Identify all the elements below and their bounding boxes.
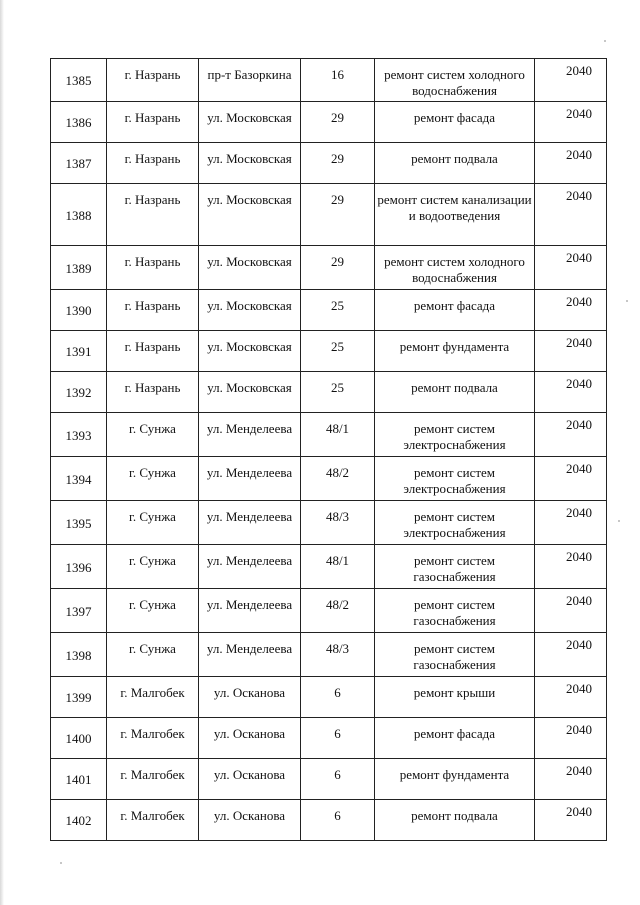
house-number-cell <box>301 589 375 633</box>
work-type-cell-text: ремонт фундамента <box>399 767 510 782</box>
street-cell <box>199 246 301 290</box>
house-number-cell <box>301 290 375 331</box>
house-number-cell <box>301 501 375 545</box>
work-type-cell <box>375 718 535 759</box>
work-type-cell <box>375 246 535 290</box>
year-cell <box>535 545 607 589</box>
year-cell-text: 2040 <box>566 63 592 78</box>
row-number-text: 1401 <box>65 772 92 787</box>
house-number-cell-text: 48/1 <box>325 421 350 436</box>
work-type-cell <box>375 331 535 372</box>
row-number <box>51 246 107 290</box>
year-cell-text: 2040 <box>566 461 592 476</box>
scan-speck <box>618 520 620 522</box>
year-cell-text: 2040 <box>566 681 592 696</box>
city-cell <box>107 59 199 102</box>
row-number <box>51 184 107 246</box>
work-type-cell-text: ремонт фасада <box>413 110 496 125</box>
house-number-cell-text: 48/3 <box>325 509 350 524</box>
work-type-cell-text: ремонт фундамента <box>399 339 510 354</box>
street-cell <box>199 184 301 246</box>
street-cell-text: ул. Осканова <box>213 808 286 823</box>
house-number-cell-text: 6 <box>334 808 341 823</box>
street-cell <box>199 633 301 677</box>
city-cell-text: г. Сунжа <box>129 641 176 656</box>
street-cell-text: ул. Менделеева <box>206 597 293 612</box>
street-cell <box>199 677 301 718</box>
year-cell-text: 2040 <box>566 188 592 203</box>
work-type-cell <box>375 589 535 633</box>
repair-schedule-table <box>50 58 607 841</box>
row-number-text: 1390 <box>65 303 92 318</box>
table-row <box>51 633 607 677</box>
house-number-cell <box>301 800 375 841</box>
street-cell <box>199 457 301 501</box>
row-number <box>51 331 107 372</box>
city-cell-text: г. Сунжа <box>129 465 176 480</box>
year-cell-text: 2040 <box>566 763 592 778</box>
row-number <box>51 589 107 633</box>
house-number-cell <box>301 633 375 677</box>
row-number-text: 1388 <box>65 207 92 223</box>
year-cell <box>535 102 607 143</box>
work-type-cell <box>375 372 535 413</box>
street-cell-text: ул. Менделеева <box>206 509 293 524</box>
work-type-cell-text: ремонт систем газоснабжения <box>413 641 496 672</box>
year-cell-text: 2040 <box>566 250 592 265</box>
house-number-cell <box>301 102 375 143</box>
street-cell-text: ул. Менделеева <box>206 421 293 436</box>
year-cell <box>535 501 607 545</box>
street-cell <box>199 759 301 800</box>
city-cell <box>107 457 199 501</box>
house-number-cell <box>301 143 375 184</box>
table-row <box>51 331 607 372</box>
row-number-text: 1393 <box>65 427 92 443</box>
work-type-cell-text: ремонт фасада <box>413 726 496 741</box>
street-cell-text: ул. Московская <box>207 192 292 207</box>
house-number-cell-text: 6 <box>334 685 341 700</box>
table-row <box>51 102 607 143</box>
table-row <box>51 143 607 184</box>
house-number-cell <box>301 59 375 102</box>
city-cell <box>107 800 199 841</box>
house-number-cell-text: 25 <box>331 380 344 395</box>
row-number <box>51 718 107 759</box>
city-cell <box>107 143 199 184</box>
city-cell <box>107 718 199 759</box>
city-cell-text: г. Сунжа <box>129 509 176 524</box>
street-cell <box>199 718 301 759</box>
house-number-cell <box>301 677 375 718</box>
city-cell <box>107 102 199 143</box>
work-type-cell-text: ремонт систем канализации и водоотведения <box>377 192 532 223</box>
street-cell <box>199 102 301 143</box>
city-cell-text: г. Малгобек <box>120 767 185 782</box>
table-row <box>51 501 607 545</box>
city-cell-text: г. Назрань <box>124 254 181 269</box>
city-cell-text: г. Малгобек <box>120 685 185 700</box>
year-cell-text: 2040 <box>566 335 592 350</box>
city-cell-text: г. Назрань <box>124 339 181 354</box>
street-cell <box>199 800 301 841</box>
city-cell-text: г. Назрань <box>124 110 181 125</box>
city-cell <box>107 290 199 331</box>
street-cell <box>199 589 301 633</box>
row-number-text: 1402 <box>65 813 92 828</box>
row-number-text: 1389 <box>65 260 92 276</box>
work-type-cell-text: ремонт систем газоснабжения <box>413 597 496 628</box>
city-cell <box>107 246 199 290</box>
year-cell <box>535 718 607 759</box>
city-cell-text: г. Малгобек <box>120 808 185 823</box>
table-body <box>51 59 607 841</box>
work-type-cell-text: ремонт систем электроснабжения <box>403 509 506 540</box>
street-cell-text: ул. Московская <box>207 151 292 166</box>
city-cell <box>107 759 199 800</box>
work-type-cell <box>375 290 535 331</box>
street-cell-text: ул. Менделеева <box>206 641 293 656</box>
house-number-cell-text: 6 <box>334 726 341 741</box>
year-cell-text: 2040 <box>566 722 592 737</box>
house-number-cell-text: 29 <box>331 254 344 269</box>
street-cell-text: ул. Осканова <box>213 767 286 782</box>
row-number <box>51 372 107 413</box>
city-cell <box>107 589 199 633</box>
city-cell-text: г. Назрань <box>124 380 181 395</box>
street-cell-text: ул. Московская <box>207 339 292 354</box>
work-type-cell <box>375 677 535 718</box>
work-type-cell-text: ремонт подвала <box>411 151 498 166</box>
year-cell <box>535 759 607 800</box>
work-type-cell <box>375 501 535 545</box>
row-number-text: 1399 <box>65 690 92 705</box>
scan-speck <box>626 300 628 302</box>
city-cell <box>107 413 199 457</box>
work-type-cell <box>375 800 535 841</box>
row-number <box>51 633 107 677</box>
table-row <box>51 59 607 102</box>
row-number-text: 1395 <box>65 515 92 531</box>
street-cell-text: ул. Осканова <box>213 685 286 700</box>
house-number-cell <box>301 457 375 501</box>
work-type-cell <box>375 413 535 457</box>
work-type-cell-text: ремонт систем электроснабжения <box>403 465 506 496</box>
street-cell <box>199 372 301 413</box>
house-number-cell-text: 48/2 <box>325 597 350 612</box>
year-cell <box>535 589 607 633</box>
street-cell-text: ул. Московская <box>207 380 292 395</box>
house-number-cell <box>301 331 375 372</box>
work-type-cell <box>375 184 535 246</box>
city-cell-text: г. Сунжа <box>129 597 176 612</box>
year-cell <box>535 677 607 718</box>
table-row <box>51 372 607 413</box>
row-number-text: 1400 <box>65 731 92 746</box>
scan-speck <box>60 862 62 864</box>
street-cell <box>199 545 301 589</box>
house-number-cell-text: 48/2 <box>325 465 350 480</box>
row-number <box>51 759 107 800</box>
year-cell-text: 2040 <box>566 637 592 652</box>
house-number-cell-text: 48/3 <box>325 641 350 656</box>
row-number <box>51 102 107 143</box>
house-number-cell <box>301 759 375 800</box>
table-row <box>51 457 607 501</box>
house-number-cell-text: 16 <box>331 67 344 82</box>
house-number-cell <box>301 413 375 457</box>
house-number-cell-text: 25 <box>331 298 344 313</box>
city-cell <box>107 184 199 246</box>
year-cell-text: 2040 <box>566 417 592 432</box>
house-number-cell-text: 6 <box>334 767 341 782</box>
row-number-text: 1394 <box>65 471 92 487</box>
table-row <box>51 589 607 633</box>
work-type-cell-text: ремонт систем холодного водоснабжения <box>384 67 525 98</box>
house-number-cell-text: 29 <box>331 192 344 207</box>
year-cell-text: 2040 <box>566 804 592 819</box>
work-type-cell <box>375 102 535 143</box>
scan-speck <box>604 40 606 42</box>
row-number-text: 1392 <box>65 385 92 400</box>
work-type-cell <box>375 759 535 800</box>
city-cell <box>107 501 199 545</box>
street-cell-text: ул. Московская <box>207 254 292 269</box>
street-cell-text: ул. Менделеева <box>206 465 293 480</box>
year-cell <box>535 633 607 677</box>
street-cell <box>199 413 301 457</box>
house-number-cell <box>301 372 375 413</box>
city-cell-text: г. Сунжа <box>129 553 176 568</box>
city-cell-text: г. Назрань <box>124 67 181 82</box>
street-cell-text: ул. Московская <box>207 298 292 313</box>
table-row <box>51 545 607 589</box>
work-type-cell-text: ремонт подвала <box>411 380 498 395</box>
city-cell-text: г. Назрань <box>124 298 181 313</box>
year-cell <box>535 143 607 184</box>
row-number <box>51 457 107 501</box>
work-type-cell <box>375 59 535 102</box>
house-number-cell <box>301 718 375 759</box>
table-row <box>51 718 607 759</box>
row-number-text: 1386 <box>65 115 92 130</box>
table-row <box>51 413 607 457</box>
year-cell <box>535 331 607 372</box>
row-number <box>51 677 107 718</box>
work-type-cell <box>375 633 535 677</box>
row-number-text: 1396 <box>65 559 92 575</box>
work-type-cell-text: ремонт систем газоснабжения <box>413 553 496 584</box>
row-number <box>51 290 107 331</box>
year-cell <box>535 372 607 413</box>
year-cell-text: 2040 <box>566 106 592 121</box>
street-cell-text: ул. Менделеева <box>206 553 293 568</box>
year-cell-text: 2040 <box>566 294 592 309</box>
house-number-cell-text: 25 <box>331 339 344 354</box>
year-cell <box>535 413 607 457</box>
row-number-text: 1387 <box>65 156 92 171</box>
street-cell <box>199 331 301 372</box>
table-row <box>51 800 607 841</box>
work-type-cell-text: ремонт систем электроснабжения <box>403 421 506 452</box>
city-cell-text: г. Сунжа <box>129 421 176 436</box>
city-cell <box>107 633 199 677</box>
street-cell-text: ул. Осканова <box>213 726 286 741</box>
work-type-cell-text: ремонт систем холодного водоснабжения <box>384 254 525 285</box>
street-cell <box>199 501 301 545</box>
row-number <box>51 413 107 457</box>
year-cell-text: 2040 <box>566 376 592 391</box>
row-number <box>51 545 107 589</box>
house-number-cell <box>301 246 375 290</box>
table-row <box>51 677 607 718</box>
house-number-cell <box>301 545 375 589</box>
year-cell-text: 2040 <box>566 147 592 162</box>
work-type-cell <box>375 143 535 184</box>
year-cell <box>535 184 607 246</box>
row-number <box>51 59 107 102</box>
row-number-text: 1385 <box>65 73 92 88</box>
table-row <box>51 290 607 331</box>
row-number <box>51 143 107 184</box>
year-cell <box>535 457 607 501</box>
table-row <box>51 246 607 290</box>
work-type-cell <box>375 545 535 589</box>
row-number <box>51 800 107 841</box>
house-number-cell-text: 29 <box>331 151 344 166</box>
year-cell-text: 2040 <box>566 593 592 608</box>
city-cell <box>107 372 199 413</box>
row-number-text: 1397 <box>65 603 92 619</box>
table-row <box>51 759 607 800</box>
row-number-text: 1398 <box>65 647 92 663</box>
city-cell <box>107 545 199 589</box>
year-cell <box>535 246 607 290</box>
house-number-cell-text: 29 <box>331 110 344 125</box>
table-row <box>51 184 607 246</box>
year-cell-text: 2040 <box>566 549 592 564</box>
work-type-cell-text: ремонт фасада <box>413 298 496 313</box>
street-cell-text: пр-т Базоркина <box>207 67 292 82</box>
city-cell-text: г. Малгобек <box>120 726 185 741</box>
city-cell-text: г. Назрань <box>124 151 181 166</box>
scan-edge-shadow <box>0 0 4 905</box>
work-type-cell-text: ремонт подвала <box>411 808 498 823</box>
row-number <box>51 501 107 545</box>
city-cell-text: г. Назрань <box>124 192 181 207</box>
year-cell <box>535 59 607 102</box>
city-cell <box>107 677 199 718</box>
street-cell <box>199 143 301 184</box>
house-number-cell-text: 48/1 <box>325 553 350 568</box>
street-cell <box>199 59 301 102</box>
house-number-cell <box>301 184 375 246</box>
year-cell <box>535 290 607 331</box>
work-type-cell <box>375 457 535 501</box>
city-cell <box>107 331 199 372</box>
year-cell <box>535 800 607 841</box>
row-number-text: 1391 <box>65 344 92 359</box>
street-cell-text: ул. Московская <box>207 110 292 125</box>
work-type-cell-text: ремонт крыши <box>413 685 496 700</box>
year-cell-text: 2040 <box>566 505 592 520</box>
street-cell <box>199 290 301 331</box>
